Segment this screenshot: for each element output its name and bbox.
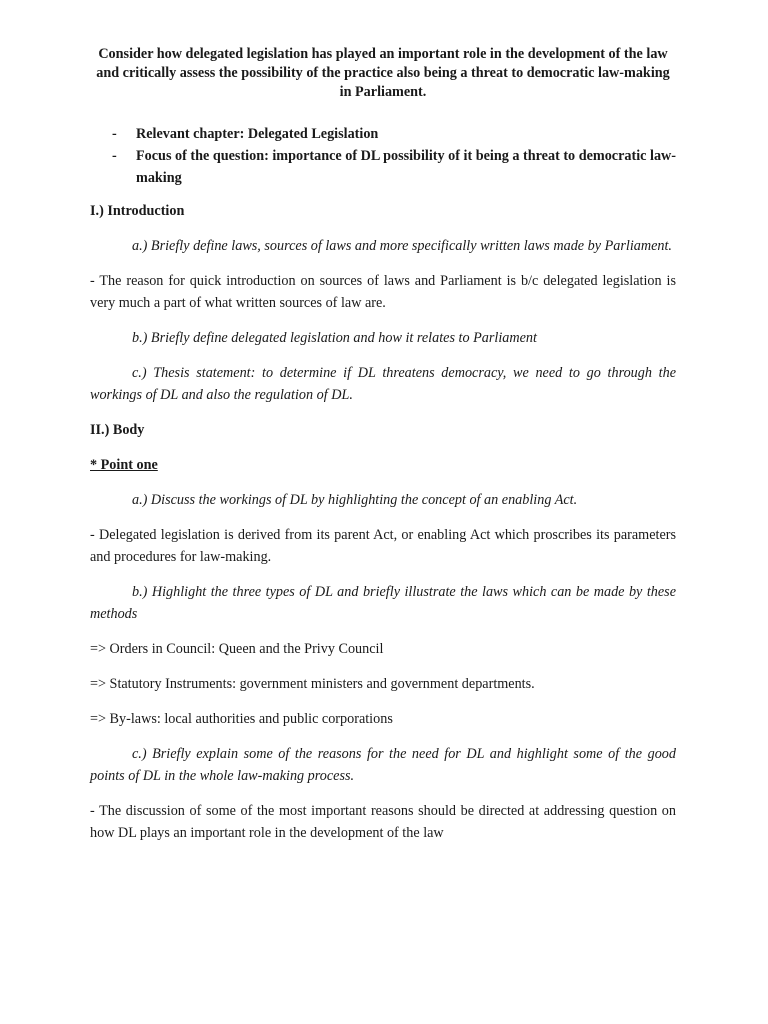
body-point-a-note: - Delegated legislation is derived from its parent Act, or enabling Act which proscribes its parameters and procedures for law-making. (90, 527, 676, 565)
intro-point-a-note: - The reason for quick introduction on sources of laws and Parliament is b/c delegated legislation is very much a part of what written sources of law are. (90, 273, 676, 311)
introduction-heading: I.) Introduction (90, 203, 185, 219)
intro-point-a: a.) Briefly define laws, sources of laws and more specifically written laws made by Parliament. (132, 238, 672, 254)
dl-type-statutory-instruments: => Statutory Instruments: government ministers and government departments. (90, 676, 535, 692)
dl-type-by-laws: => By-laws: local authorities and public corporations (90, 711, 393, 727)
body-point-a: a.) Discuss the workings of DL by highlighting the concept of an enabling Act. (132, 492, 578, 508)
essay-question-title: Consider how delegated legislation has played an important role in the development of the law and critically assess the possibility of the practice also being a threat to democratic law-making in Parliament. (96, 46, 670, 100)
body-point-b: b.) Highlight the three types of DL and briefly illustrate the laws which can be made by these methods (90, 584, 676, 622)
list-item-focus (90, 145, 676, 189)
bullet-text: Focus of the question: importance of DL possibility of it being a threat to democratic law-making (136, 148, 677, 186)
body-point-c: c.) Briefly explain some of the reasons for the need for DL and highlight some of the good points of DL in the whole law-making process. (90, 746, 676, 784)
body-heading: II.) Body (90, 422, 145, 438)
bullet-text: Relevant chapter: Delegated Legislation (136, 126, 379, 142)
point-one-heading: * Point one (90, 457, 158, 473)
dash-bullet: - (112, 126, 117, 142)
dl-type-orders-in-council: => Orders in Council: Queen and the Privy Council (90, 641, 384, 657)
list-item-relevant-chapter (90, 123, 676, 145)
document-content (90, 45, 676, 857)
intro-point-b: b.) Briefly define delegated legislation and how it relates to Parliament (132, 330, 537, 346)
intro-point-c: c.) Thesis statement: to determine if DL threatens democracy, we need to go through the workings of DL and also the regulation of DL. (90, 365, 676, 403)
question-notes-list (90, 123, 676, 189)
dash-bullet: - (112, 148, 117, 164)
body-point-c-note: - The discussion of some of the most important reasons should be directed at addressing question on how DL plays an important role in the development of the law (90, 803, 676, 841)
